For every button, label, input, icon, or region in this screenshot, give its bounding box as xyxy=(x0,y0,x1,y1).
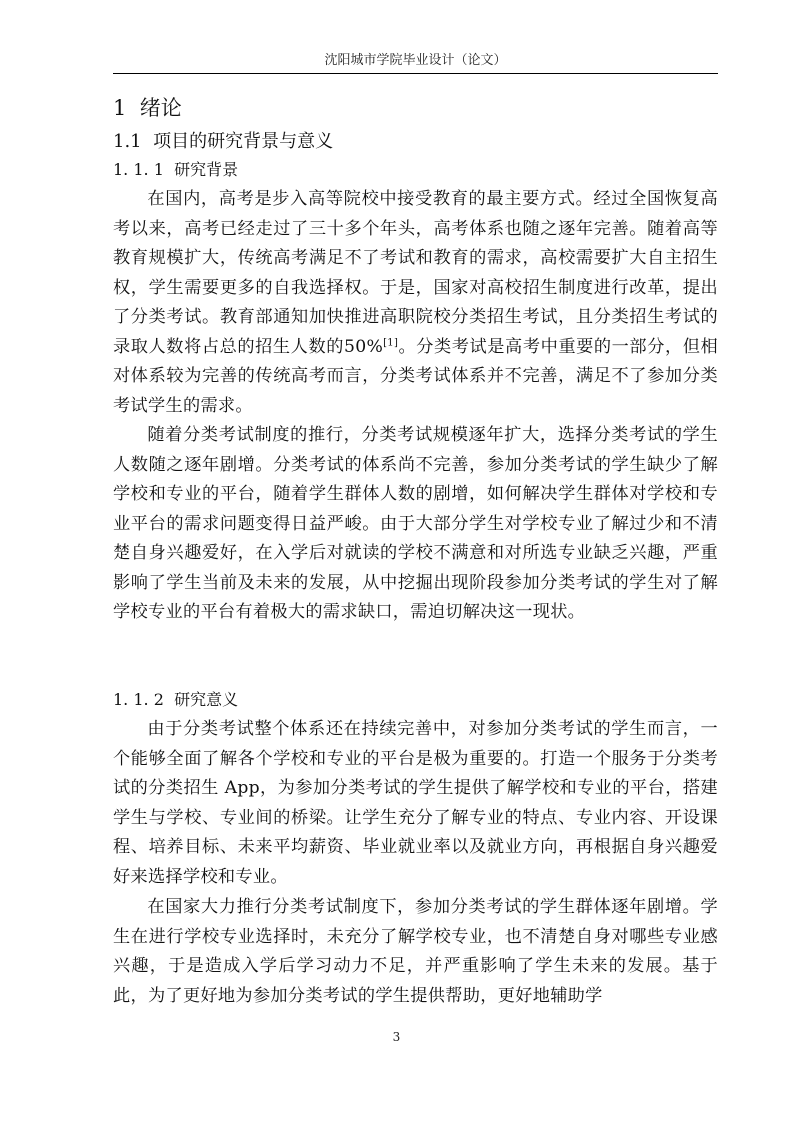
chapter-title: 绪论 xyxy=(139,96,182,120)
header-rule xyxy=(113,73,718,74)
paragraph-background-2: 随着分类考试制度的推行，分类考试规模逐年扩大，选择分类考试的学生人数随之逐年剧增。分类考试的体系尚不完善，参加分类考试的学生缺少了解学校和专业的平台，随着学生群体人数的剧增，如何解决学生群体对学校和专业平台的需求问题变得日益严峻。由于大部分学生对学校专业了解过少和不清楚自身兴趣爱好，在入学后对就读的学校不满意和对所选专业缺乏兴趣，严重影响了学生当前及未来的发展，从中挖掘出现阶段参加分类考试的学生对了解学校专业的平台有着极大的需求缺口，需迫切解决这一现状。 xyxy=(113,425,718,622)
section-title: 项目的研究背景与意义 xyxy=(153,131,334,152)
section-number: 1.1 xyxy=(113,131,142,152)
paragraph-text: 在国内，高考是步入高等院校中接受教育的最主要方式。经过全国恢复高考以来，高考已经走过了三十多个年头，高考体系也随之逐年完善。随着高等教育规模扩大，传统高考满足不了考试和教育的需求，高校需要扩大自主招生权，学生需要更多的自我选择权。于是，国家对高校招生制度进行改革，提出了分类考试。教育部通知加快推进高职院校分类招生考试，且分类招生考试的录取人数将占总的招生人数的50% xyxy=(113,189,718,357)
paragraph-significance-2: 在国家大力推行分类考试制度下，参加分类考试的学生群体逐年剧增。学生在进行学校专业选择时，未充分了解学校专业，也不清楚自身对哪些专业感兴趣，于是造成入学后学习动力不足，并严重影响了学生未来的发展。基于此，为了更好地为参加分类考试的学生提供帮助，更好地辅助学 xyxy=(113,897,718,1006)
subsection-title: 研究背景 xyxy=(174,160,239,179)
subsection-heading-1 xyxy=(113,157,718,185)
chapter-heading xyxy=(113,93,718,126)
running-header: 沈阳城市学院毕业设计（论文） xyxy=(324,53,507,68)
paragraph-significance-1: 由于分类考试整个体系还在持续完善中，对参加分类考试的学生而言，一个能够全面了解各个学校和专业的平台是极为重要的。打造一个服务于分类考试的分类招生 App，为参加分类考试的学生提供了解学校和专业的平台，搭建学生与学校、专业间的桥梁。让学生充分了解专业的特点、专业内容、开设课程、培养目标、未来平均薪资、毕业就业率以及就业方向，再根据自身兴趣爱好来选择学校和专业。 xyxy=(113,719,718,887)
subsection-title: 研究意义 xyxy=(174,690,239,709)
subsection-number: 1. 1. 1 xyxy=(113,160,164,179)
citation-ref: [1] xyxy=(383,336,399,348)
subsection-heading-2 xyxy=(113,687,718,715)
chapter-number: 1 xyxy=(113,96,127,120)
paragraph-background-1 xyxy=(113,185,718,421)
page-number: 3 xyxy=(392,1030,401,1044)
section-heading xyxy=(113,129,718,157)
subsection-number: 1. 1. 2 xyxy=(113,690,164,709)
content-body xyxy=(113,90,718,1011)
paragraph-text: 。分类考试是高考中重要的一部分，但相对体系较为完善的传统高考而言，分类考试体系并不完善，满足不了参加分类考试学生的需求。 xyxy=(113,336,718,416)
